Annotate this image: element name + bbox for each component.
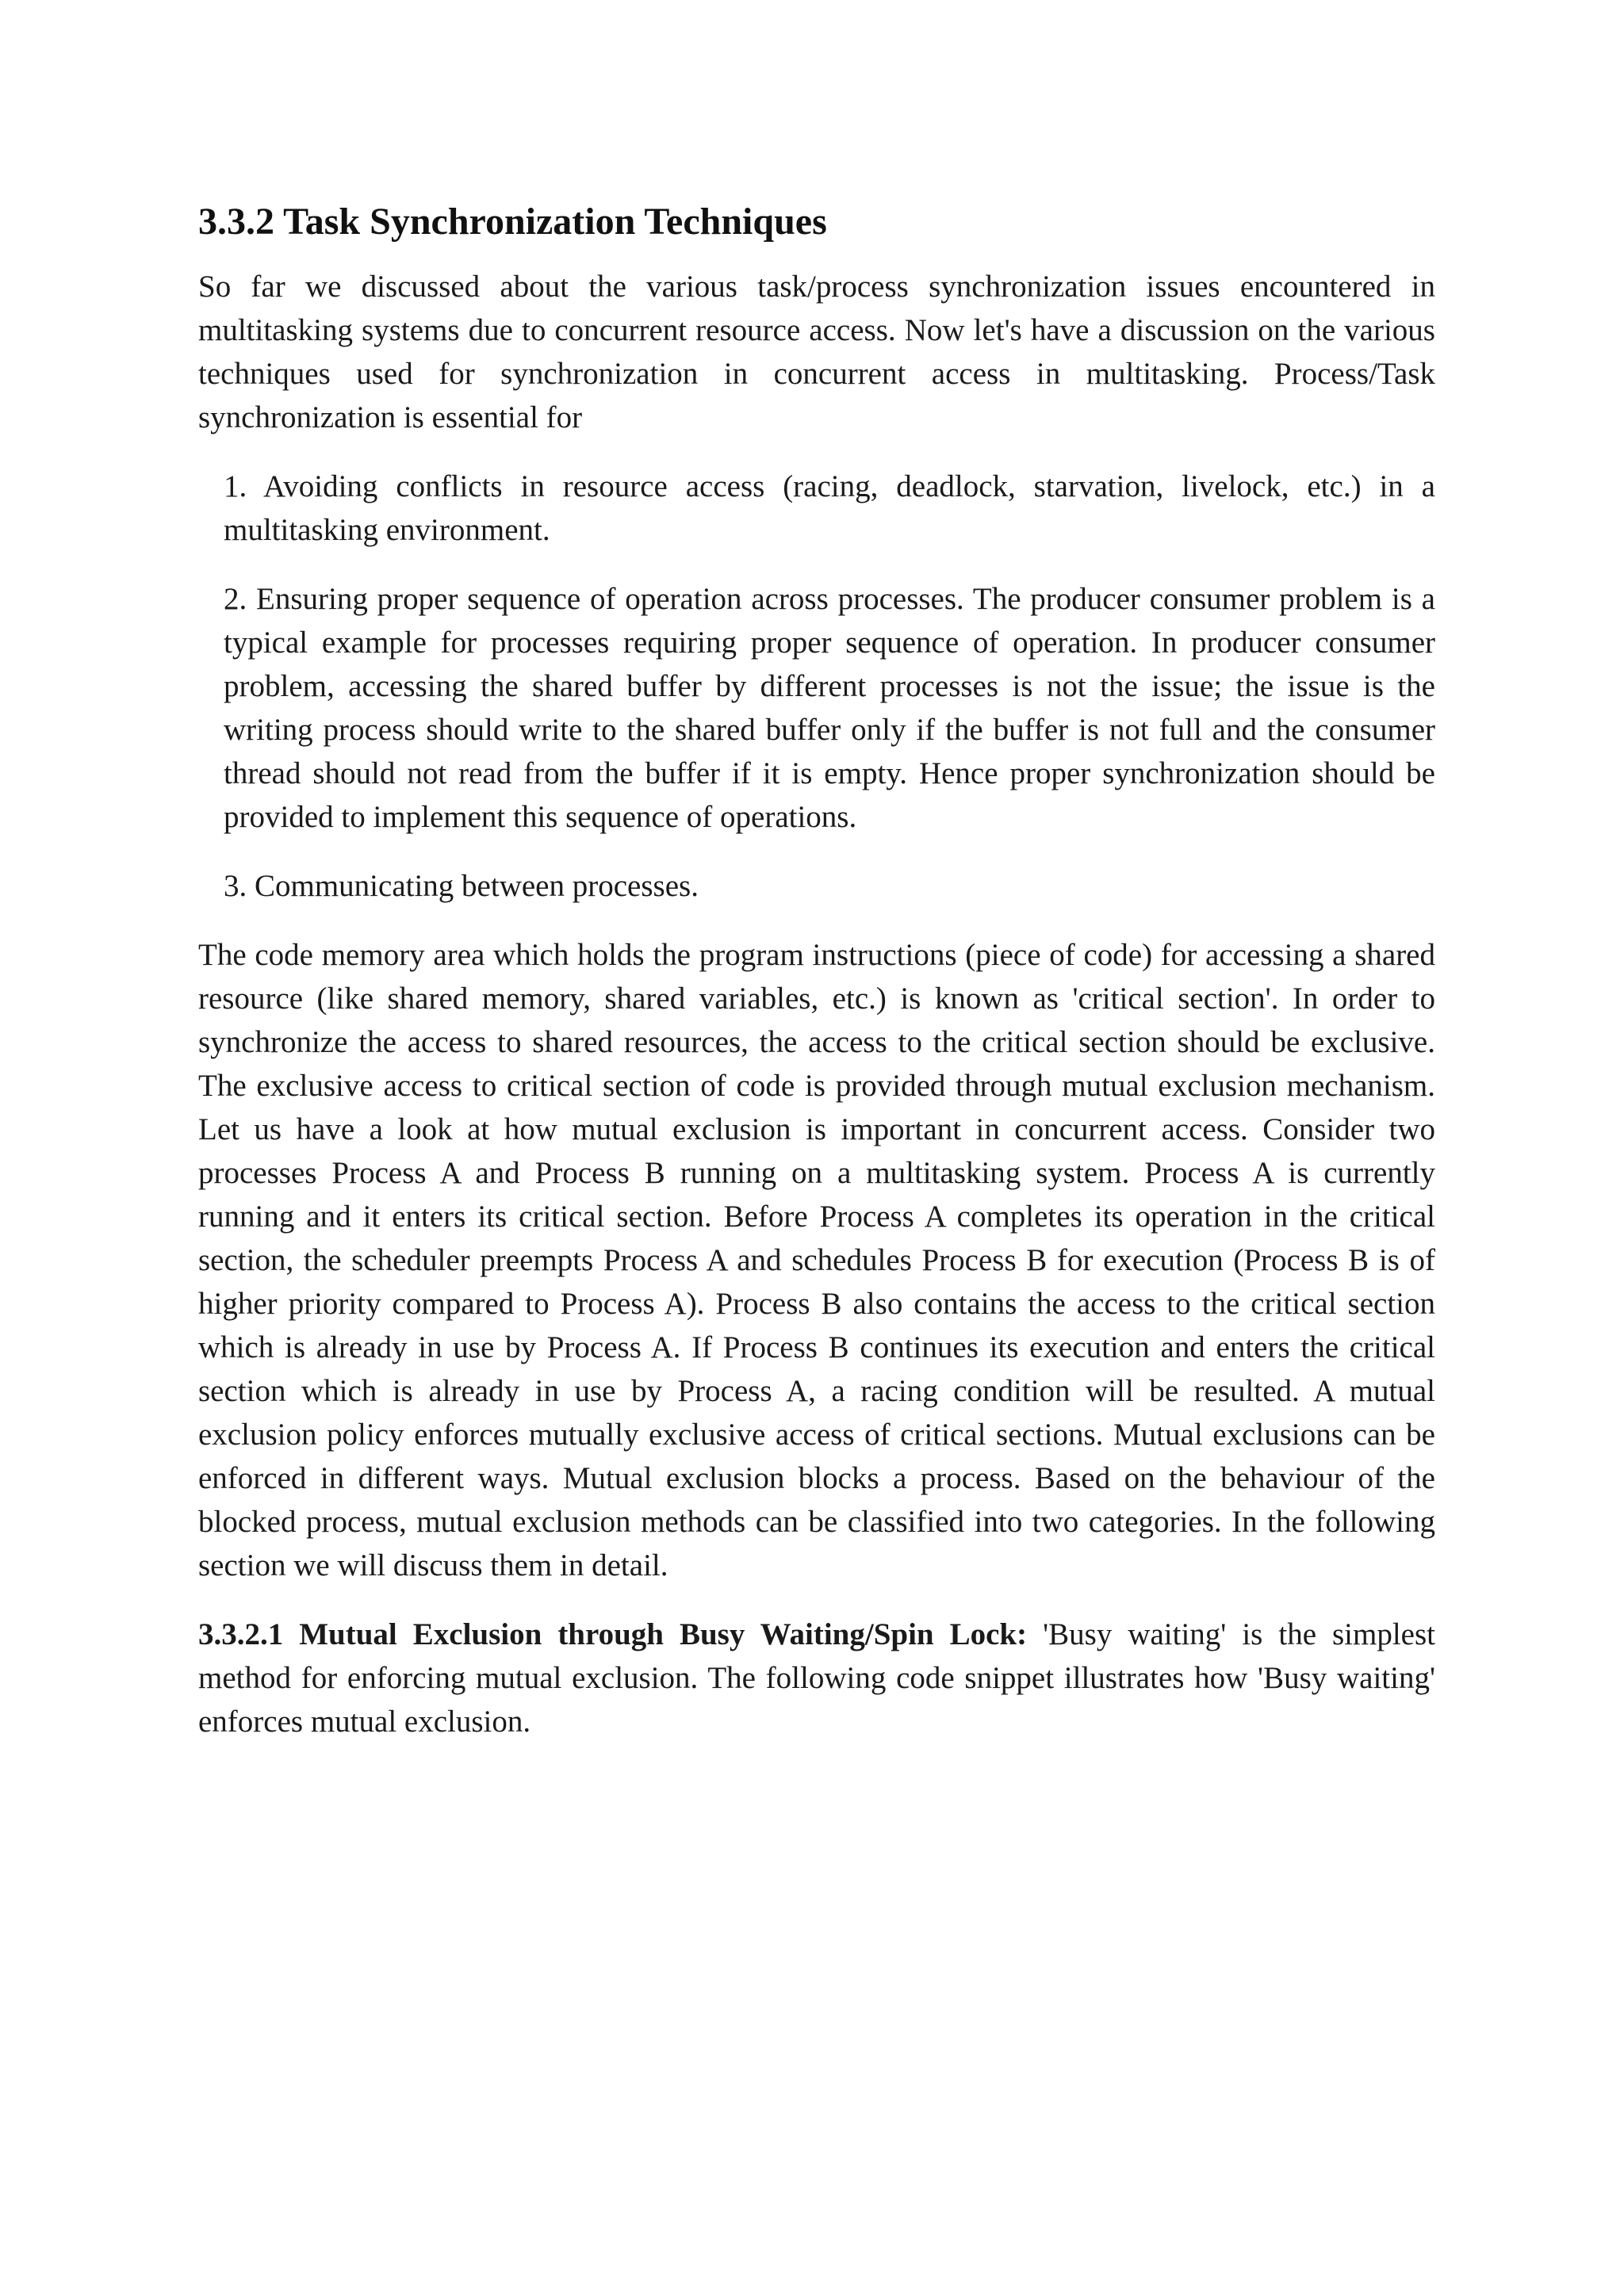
subsection-text: 'Busy waiting' is the simplest method for enforcing mutual exclusion. The following code snippet illustrates how 'Busy waiting' enforces mutual exclusion. <box>198 1617 1436 1739</box>
document-page <box>198 197 1435 1769</box>
synchronization-purposes-list <box>198 465 1435 908</box>
list-item: 1. Avoiding conflicts in resource access (racing, deadlock, starvation, livelock, etc.) in a multitasking environment. <box>224 469 1435 547</box>
list-item: 2. Ensuring proper sequence of operation across processes. The producer consumer problem is a typical example for processes requiring proper sequence of operation. In producer consumer problem, accessing the shared buffer by different processes is not the issue; the issue is the writing process should write to the shared buffer only if the buffer is not full and the consumer thread should not read from the buffer if it is empty. Hence proper synchronization should be provided to implement this sequence of operations. <box>224 582 1435 834</box>
critical-section-paragraph: The code memory area which holds the program instructions (piece of code) for accessing a shared resource (like shared memory, shared variables, etc.) is known as 'critical section'. In order to synchronize the access to shared resources, the access to the critical section should be exclusive. The exclusive access to critical section of code is provided through mutual exclusion mechanism. Let us have a look at how mutual exclusion is important in concurrent access. Consider two processes Process A and Process B running on a multitasking system. Process A is currently running and it enters its critical section. Before Process A completes its operation in the critical section, the scheduler preempts Process A and schedules Process B for execution (Process B is of higher priority compared to Process A). Process B also contains the access to the critical section which is already in use by Process A. If Process B continues its execution and enters the critical section which is already in use by Process A, a racing condition will be resulted. A mutual exclusion policy enforces mutually exclusive access of critical sections. Mutual exclusions can be enforced in different ways. Mutual exclusion blocks a process. Based on the behaviour of the blocked process, mutual exclusion methods can be classified into two categories. In the following section we will discuss them in detail. <box>198 938 1435 1582</box>
section-heading: 3.3.2 Task Synchronization Techniques <box>198 201 827 243</box>
busy-waiting-paragraph <box>198 1613 1435 1743</box>
subsection-heading: 3.3.2.1 Mutual Exclusion through Busy Waiting/Spin Lock: <box>198 1617 1028 1651</box>
list-item: 3. Communicating between processes. <box>224 869 699 903</box>
intro-paragraph: So far we discussed about the various task/process synchronization issues encountered in multitasking systems due to concurrent resource access. Now let's have a discussion on the various techniques used for synchronization in concurrent access in multitasking. Process/Task synchronization is essential for <box>198 270 1435 434</box>
